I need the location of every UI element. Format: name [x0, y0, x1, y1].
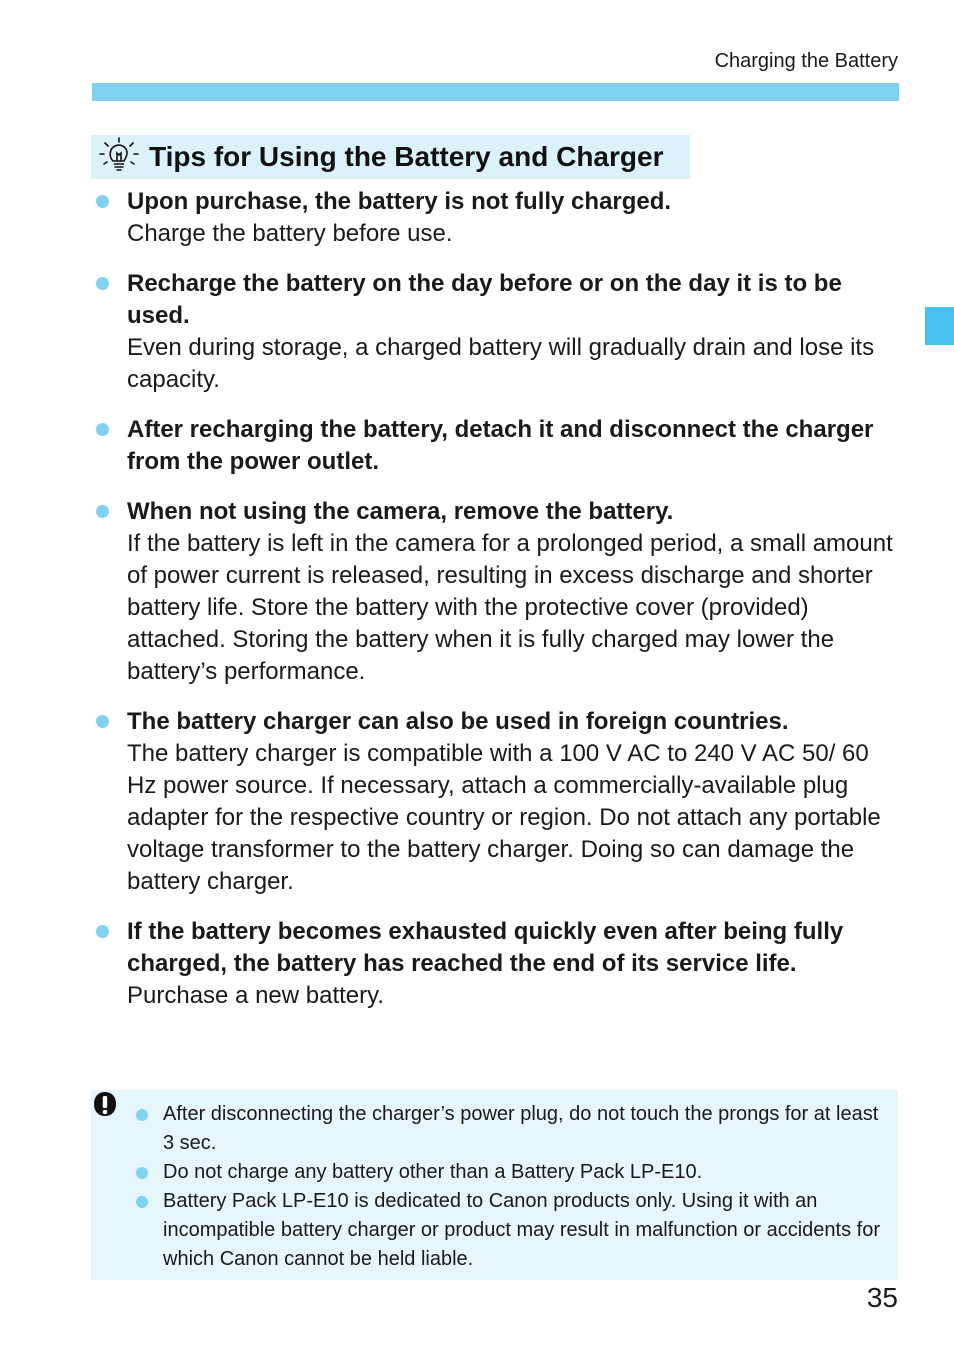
- tip-body: Even during storage, a charged battery will gradually drain and lose its capacity.: [127, 334, 875, 393]
- tip-heading: Upon purchase, the battery is not fully charged.: [127, 188, 672, 215]
- tip-heading: The battery charger can also be used in foreign countries.: [127, 708, 789, 735]
- running-header: Charging the Battery: [714, 50, 898, 72]
- header-bar: [92, 83, 899, 101]
- list-item: [92, 414, 902, 478]
- bullet-icon: [136, 1109, 148, 1121]
- section-title: Tips for Using the Battery and Charger: [149, 141, 664, 172]
- tip-heading: Recharge the battery on the day before or on the day it is to be used.: [127, 270, 842, 329]
- caution-box: [91, 1090, 898, 1280]
- bullet-icon: [96, 925, 109, 938]
- list-item: [92, 186, 902, 250]
- bullet-icon: [96, 715, 109, 728]
- list-item: [136, 1187, 881, 1274]
- list-item: [136, 1158, 881, 1187]
- chapter-tab: [925, 307, 954, 345]
- tip-heading: After recharging the battery, detach it and disconnect the charger from the power outlet.: [127, 416, 874, 475]
- caution-icon: [90, 1089, 120, 1119]
- list-item: [92, 706, 902, 898]
- list-item: [92, 496, 902, 688]
- list-item: [92, 268, 902, 396]
- tip-body: Charge the battery before use.: [127, 220, 453, 247]
- tips-list: [92, 186, 902, 1030]
- caution-text: After disconnecting the charger’s power plug, do not touch the prongs for at least 3 sec.: [163, 1103, 879, 1154]
- bullet-icon: [96, 195, 109, 208]
- tip-heading: When not using the camera, remove the battery.: [127, 498, 674, 525]
- caution-text: Battery Pack LP-E10 is dedicated to Canon products only. Using it with an incompatible battery charger or product may result in malfunction or accidents for which Canon cannot be held liable.: [163, 1190, 881, 1270]
- section-heading: [91, 135, 690, 179]
- bullet-icon: [96, 423, 109, 436]
- list-item: [92, 916, 902, 1012]
- tip-body: The battery charger is compatible with a 100 V AC to 240 V AC 50/ 60 Hz power source. If necessary, attach a commercially-available plug adapter for the respective country or region. Do not attach any portable voltage transformer to the battery charger. Doing so can damage the battery charger.: [127, 740, 881, 895]
- bullet-icon: [96, 277, 109, 290]
- bullet-icon: [136, 1196, 148, 1208]
- bullet-icon: [96, 505, 109, 518]
- caution-text: Do not charge any battery other than a Battery Pack LP-E10.: [163, 1161, 703, 1183]
- caution-list: [136, 1100, 881, 1274]
- tip-body: Purchase a new battery.: [127, 982, 385, 1009]
- tip-body: If the battery is left in the camera for a prolonged period, a small amount of power current is released, resulting in excess discharge and shorter battery life. Store the battery with the protective cover (provided) attached. Storing the battery when it is fully charged may lower the battery’s performance.: [127, 530, 893, 685]
- list-item: [136, 1100, 881, 1158]
- tip-heading: If the battery becomes exhausted quickly even after being fully charged, the battery has reached the end of its service life.: [127, 918, 844, 977]
- bullet-icon: [136, 1167, 148, 1179]
- lightbulb-icon: [99, 137, 139, 177]
- page-number: 35: [866, 1282, 898, 1313]
